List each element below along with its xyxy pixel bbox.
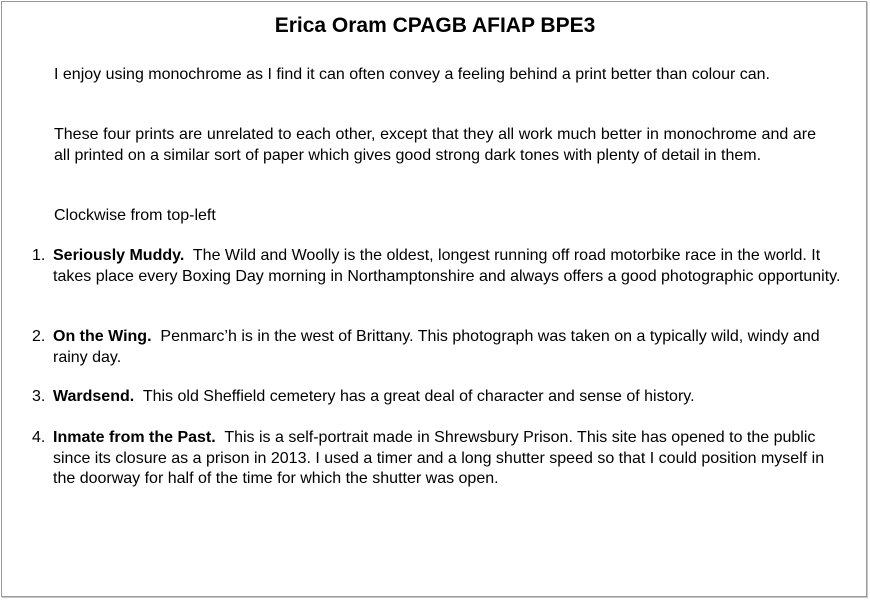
- list-item: [32, 327, 848, 368]
- list-item-heading: Seriously Muddy.: [53, 247, 185, 264]
- list-item: [32, 428, 848, 490]
- order-note-paragraph: Clockwise from top-left: [54, 207, 216, 224]
- document-page: [1, 1, 867, 597]
- list-item-heading: Inmate from the Past.: [53, 429, 216, 446]
- intro-paragraph: I enjoy using monochrome as I find it can often convey a feeling behind a print better than colour can.: [54, 66, 770, 83]
- list-item-body: [53, 428, 848, 490]
- list-item-number: 2.: [32, 328, 46, 345]
- document-title: Erica Oram CPAGB AFIAP BPE3: [274, 14, 596, 37]
- list-item-body: [53, 327, 848, 368]
- list-item-heading: On the Wing.: [53, 328, 152, 345]
- list-item-text: Penmarc’h is in the west of Brittany. This photograph was taken on a typically wild, windy and rainy day.: [53, 328, 820, 366]
- list-item-heading: Wardsend.: [53, 388, 135, 405]
- list-item-number: 4.: [32, 429, 46, 446]
- list-item-text: This is a self-portrait made in Shrewsbury Prison. This site has opened to the public since its closure as a prison in 2013. I used a timer and a long shutter speed so that I could position myself in the doorway for half of the time for which the shutter was open.: [53, 429, 825, 487]
- list-item-text: This old Sheffield cemetery has a great deal of character and sense of history.: [142, 388, 695, 405]
- list-item-text: The Wild and Woolly is the oldest, longest running off road motorbike race in the world. It takes place every Boxing Day morning in Northamptonshire and always offers a good photographic opportunity.: [53, 247, 841, 285]
- list-item-number: 1.: [32, 247, 46, 264]
- list-item: [32, 387, 848, 408]
- prints-description-paragraph: These four prints are unrelated to each other, except that they all work much better in monochrome and are all printed on a similar sort of paper which gives good strong dark tones with plenty of detail in them.: [54, 126, 816, 164]
- list-item-body: [53, 246, 848, 287]
- list-item-number: 3.: [32, 388, 46, 405]
- list-item-body: [53, 387, 848, 408]
- list-item: [32, 246, 848, 287]
